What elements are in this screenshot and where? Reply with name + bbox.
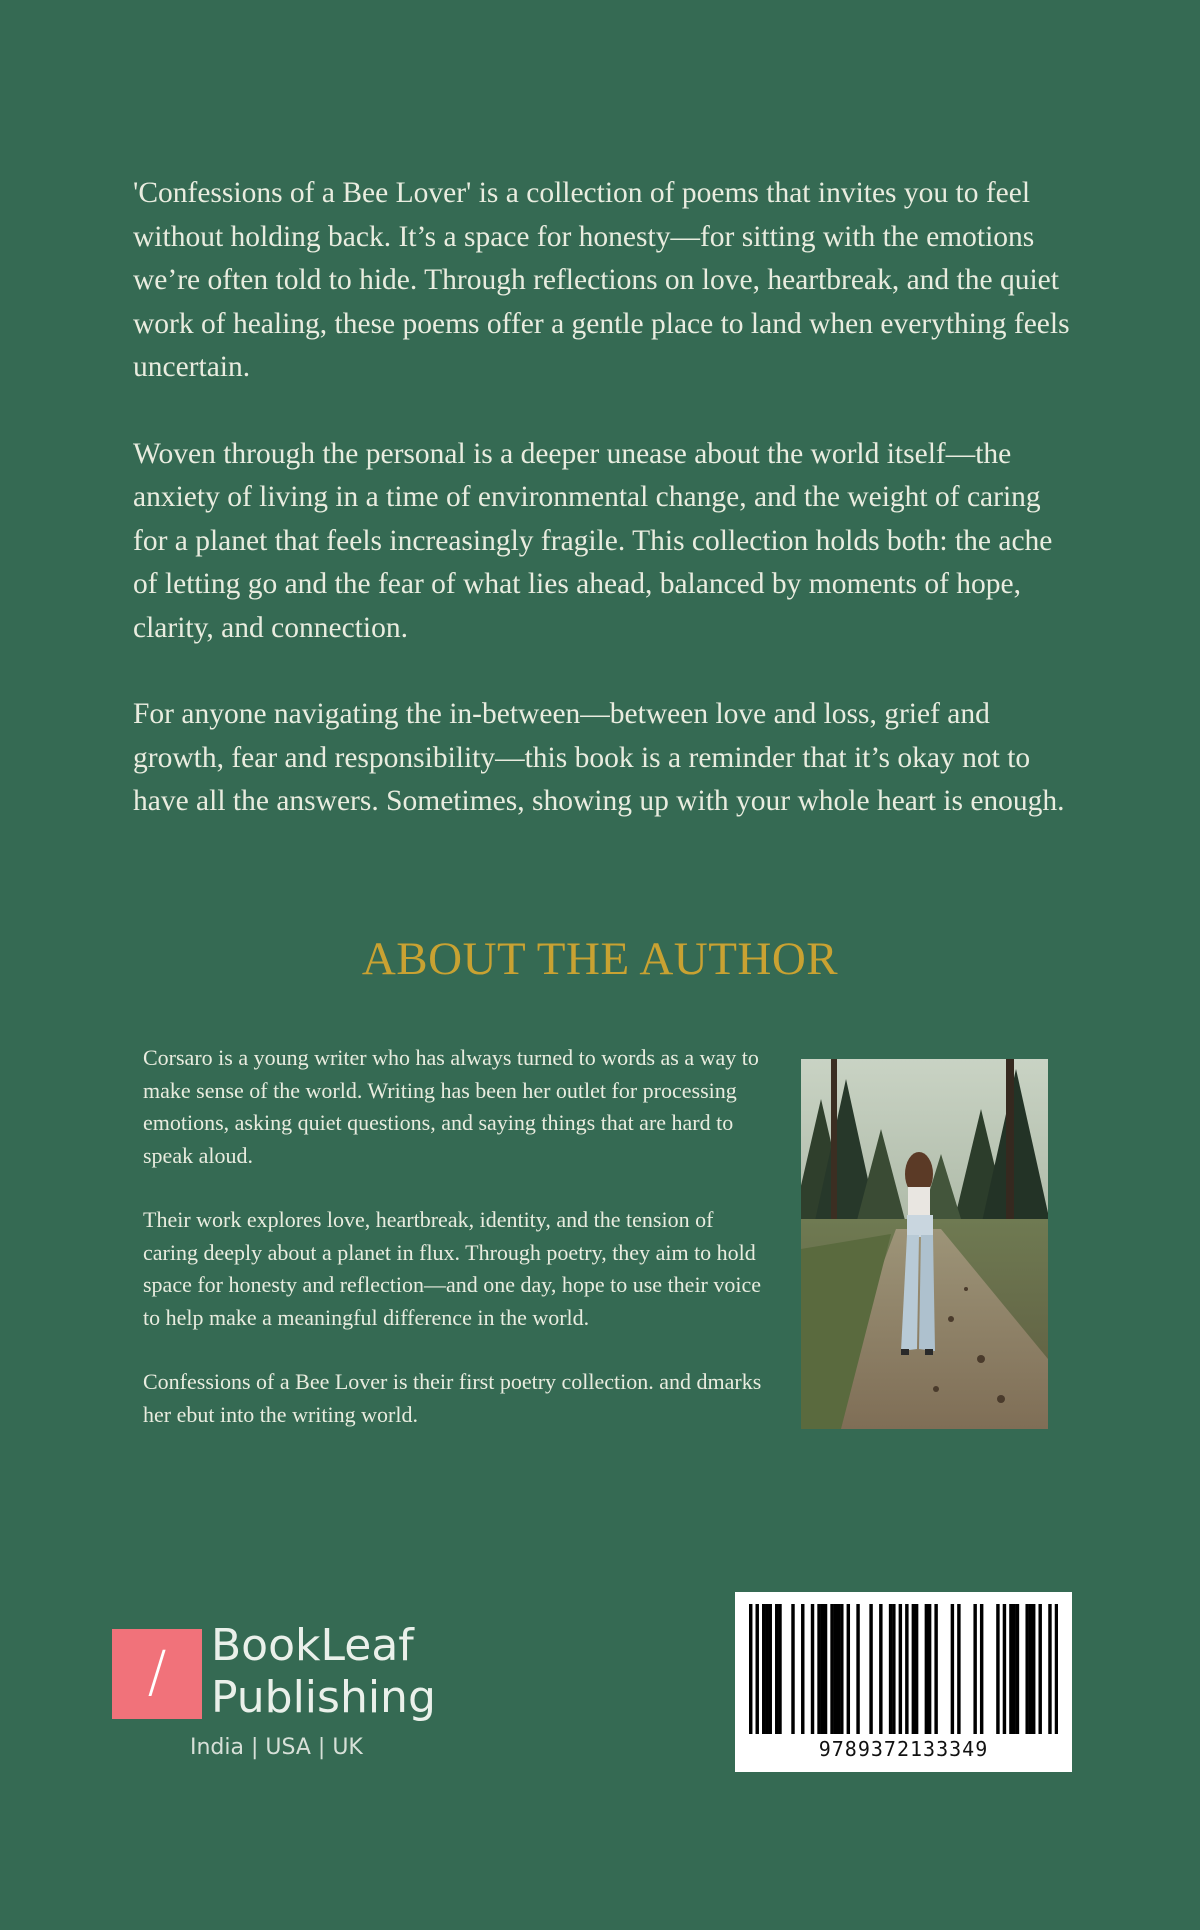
barcode-bar xyxy=(811,1604,814,1734)
slash-icon xyxy=(112,1629,202,1719)
barcode-bar xyxy=(1048,1604,1051,1734)
barcode-bars xyxy=(749,1604,1058,1734)
barcode-bar xyxy=(879,1604,882,1734)
isbn-number: 9789372133349 xyxy=(818,1737,989,1761)
isbn-barcode xyxy=(735,1592,1072,1772)
barcode-bar xyxy=(778,1604,781,1734)
publisher-logo xyxy=(112,1620,452,1775)
barcode-bar xyxy=(791,1604,794,1734)
barcode-bar xyxy=(1025,1604,1028,1734)
barcode-bar xyxy=(840,1604,843,1734)
barcode-bar xyxy=(869,1604,872,1734)
barcode-bar xyxy=(765,1604,768,1734)
forest-path-photo xyxy=(801,1059,1048,1429)
barcode-bar xyxy=(928,1604,931,1734)
barcode-bar xyxy=(915,1604,918,1734)
barcode-bar xyxy=(892,1604,895,1734)
barcode-bar xyxy=(847,1604,850,1734)
barcode-bar xyxy=(749,1604,752,1734)
bio-paragraph: Their work explores love, heartbreak, identity, and the tension of caring deeply about a planet in flux. Through poetry, they aim to hold space for honesty and reflection—and one day, hope to use their voice to help make a meaningful difference in the world. xyxy=(143,1207,762,1330)
barcode-bar xyxy=(837,1604,840,1734)
barcode-bar xyxy=(996,1604,999,1734)
barcode-bar xyxy=(973,1604,976,1734)
blurb-paragraph: For anyone navigating the in-between—between love and loss, grief and growth, fear and responsibility—this book is a reminder that it’s okay not to have all the answers. Sometimes, showing up with your whole heart is enough. xyxy=(133,698,1065,817)
barcode-bar xyxy=(905,1604,908,1734)
author-photo xyxy=(801,1059,1048,1429)
publisher-name xyxy=(211,1620,436,1724)
logo-mark: / xyxy=(147,1640,167,1705)
bio-paragraph: Corsaro is a young writer who has always turned to words as a way to make sense of the world. Writing has been her outlet for processing emotions, asking quiet questions, and saying things that are hard to speak aloud. xyxy=(143,1045,759,1168)
barcode-bar xyxy=(980,1604,983,1734)
barcode-bar xyxy=(834,1604,837,1734)
barcode-bar xyxy=(762,1604,765,1734)
author-bio xyxy=(143,1042,773,1463)
barcode-bar xyxy=(951,1604,954,1734)
barcode-bar xyxy=(925,1604,928,1734)
blurb-paragraph: 'Confessions of a Bee Lover' is a collection of poems that invites you to feel without holding back. It’s a space for honesty—for sitting with the emotions we’re often told to hide. Through reflections on love, heartbreak, and the quiet work of healing, these poems offer a gentle place to land when everything feels uncertain. xyxy=(133,177,1070,383)
barcode-bar xyxy=(830,1604,833,1734)
blurb-paragraph: Woven through the personal is a deeper unease about the world itself—the anxiety of living in a time of environmental change, and the weight of caring for a planet that feels increasingly fragile. This collection holds both: the ache of letting go and the fear of what lies ahead, balanced by moments of hope, clarity, and connection. xyxy=(133,437,1053,644)
barcode-bar xyxy=(934,1604,937,1734)
barcode-bar xyxy=(769,1604,772,1734)
barcode-bar xyxy=(775,1604,778,1734)
barcode-bar xyxy=(1029,1604,1032,1734)
barcode-bar xyxy=(821,1604,824,1734)
about-the-author-heading: ABOUT THE AUTHOR xyxy=(361,933,839,985)
bio-paragraph: Confessions of a Bee Lover is their first poetry collection. and dmarks her ebut into the writing world. xyxy=(143,1369,762,1427)
publisher-regions: India | USA | UK xyxy=(190,1735,363,1760)
barcode-bar xyxy=(1009,1604,1012,1734)
book-blurb xyxy=(133,172,1073,867)
barcode-bar xyxy=(889,1604,892,1734)
publisher-name-line: Publishing xyxy=(211,1672,436,1723)
publisher-name-line: BookLeaf xyxy=(211,1620,414,1671)
barcode-bar xyxy=(1032,1604,1035,1734)
barcode-bar xyxy=(957,1604,960,1734)
barcode-bar xyxy=(801,1604,804,1734)
barcode-bar xyxy=(1016,1604,1019,1734)
barcode-bar xyxy=(1055,1604,1058,1734)
barcode-bar xyxy=(824,1604,827,1734)
barcode-bar xyxy=(1038,1604,1041,1734)
barcode-bar xyxy=(1003,1604,1006,1734)
barcode-bar xyxy=(912,1604,915,1734)
barcode-bar xyxy=(899,1604,902,1734)
barcode-bar xyxy=(1012,1604,1015,1734)
barcode-bar xyxy=(756,1604,759,1734)
barcode-bar xyxy=(817,1604,820,1734)
barcode-bar xyxy=(856,1604,859,1734)
